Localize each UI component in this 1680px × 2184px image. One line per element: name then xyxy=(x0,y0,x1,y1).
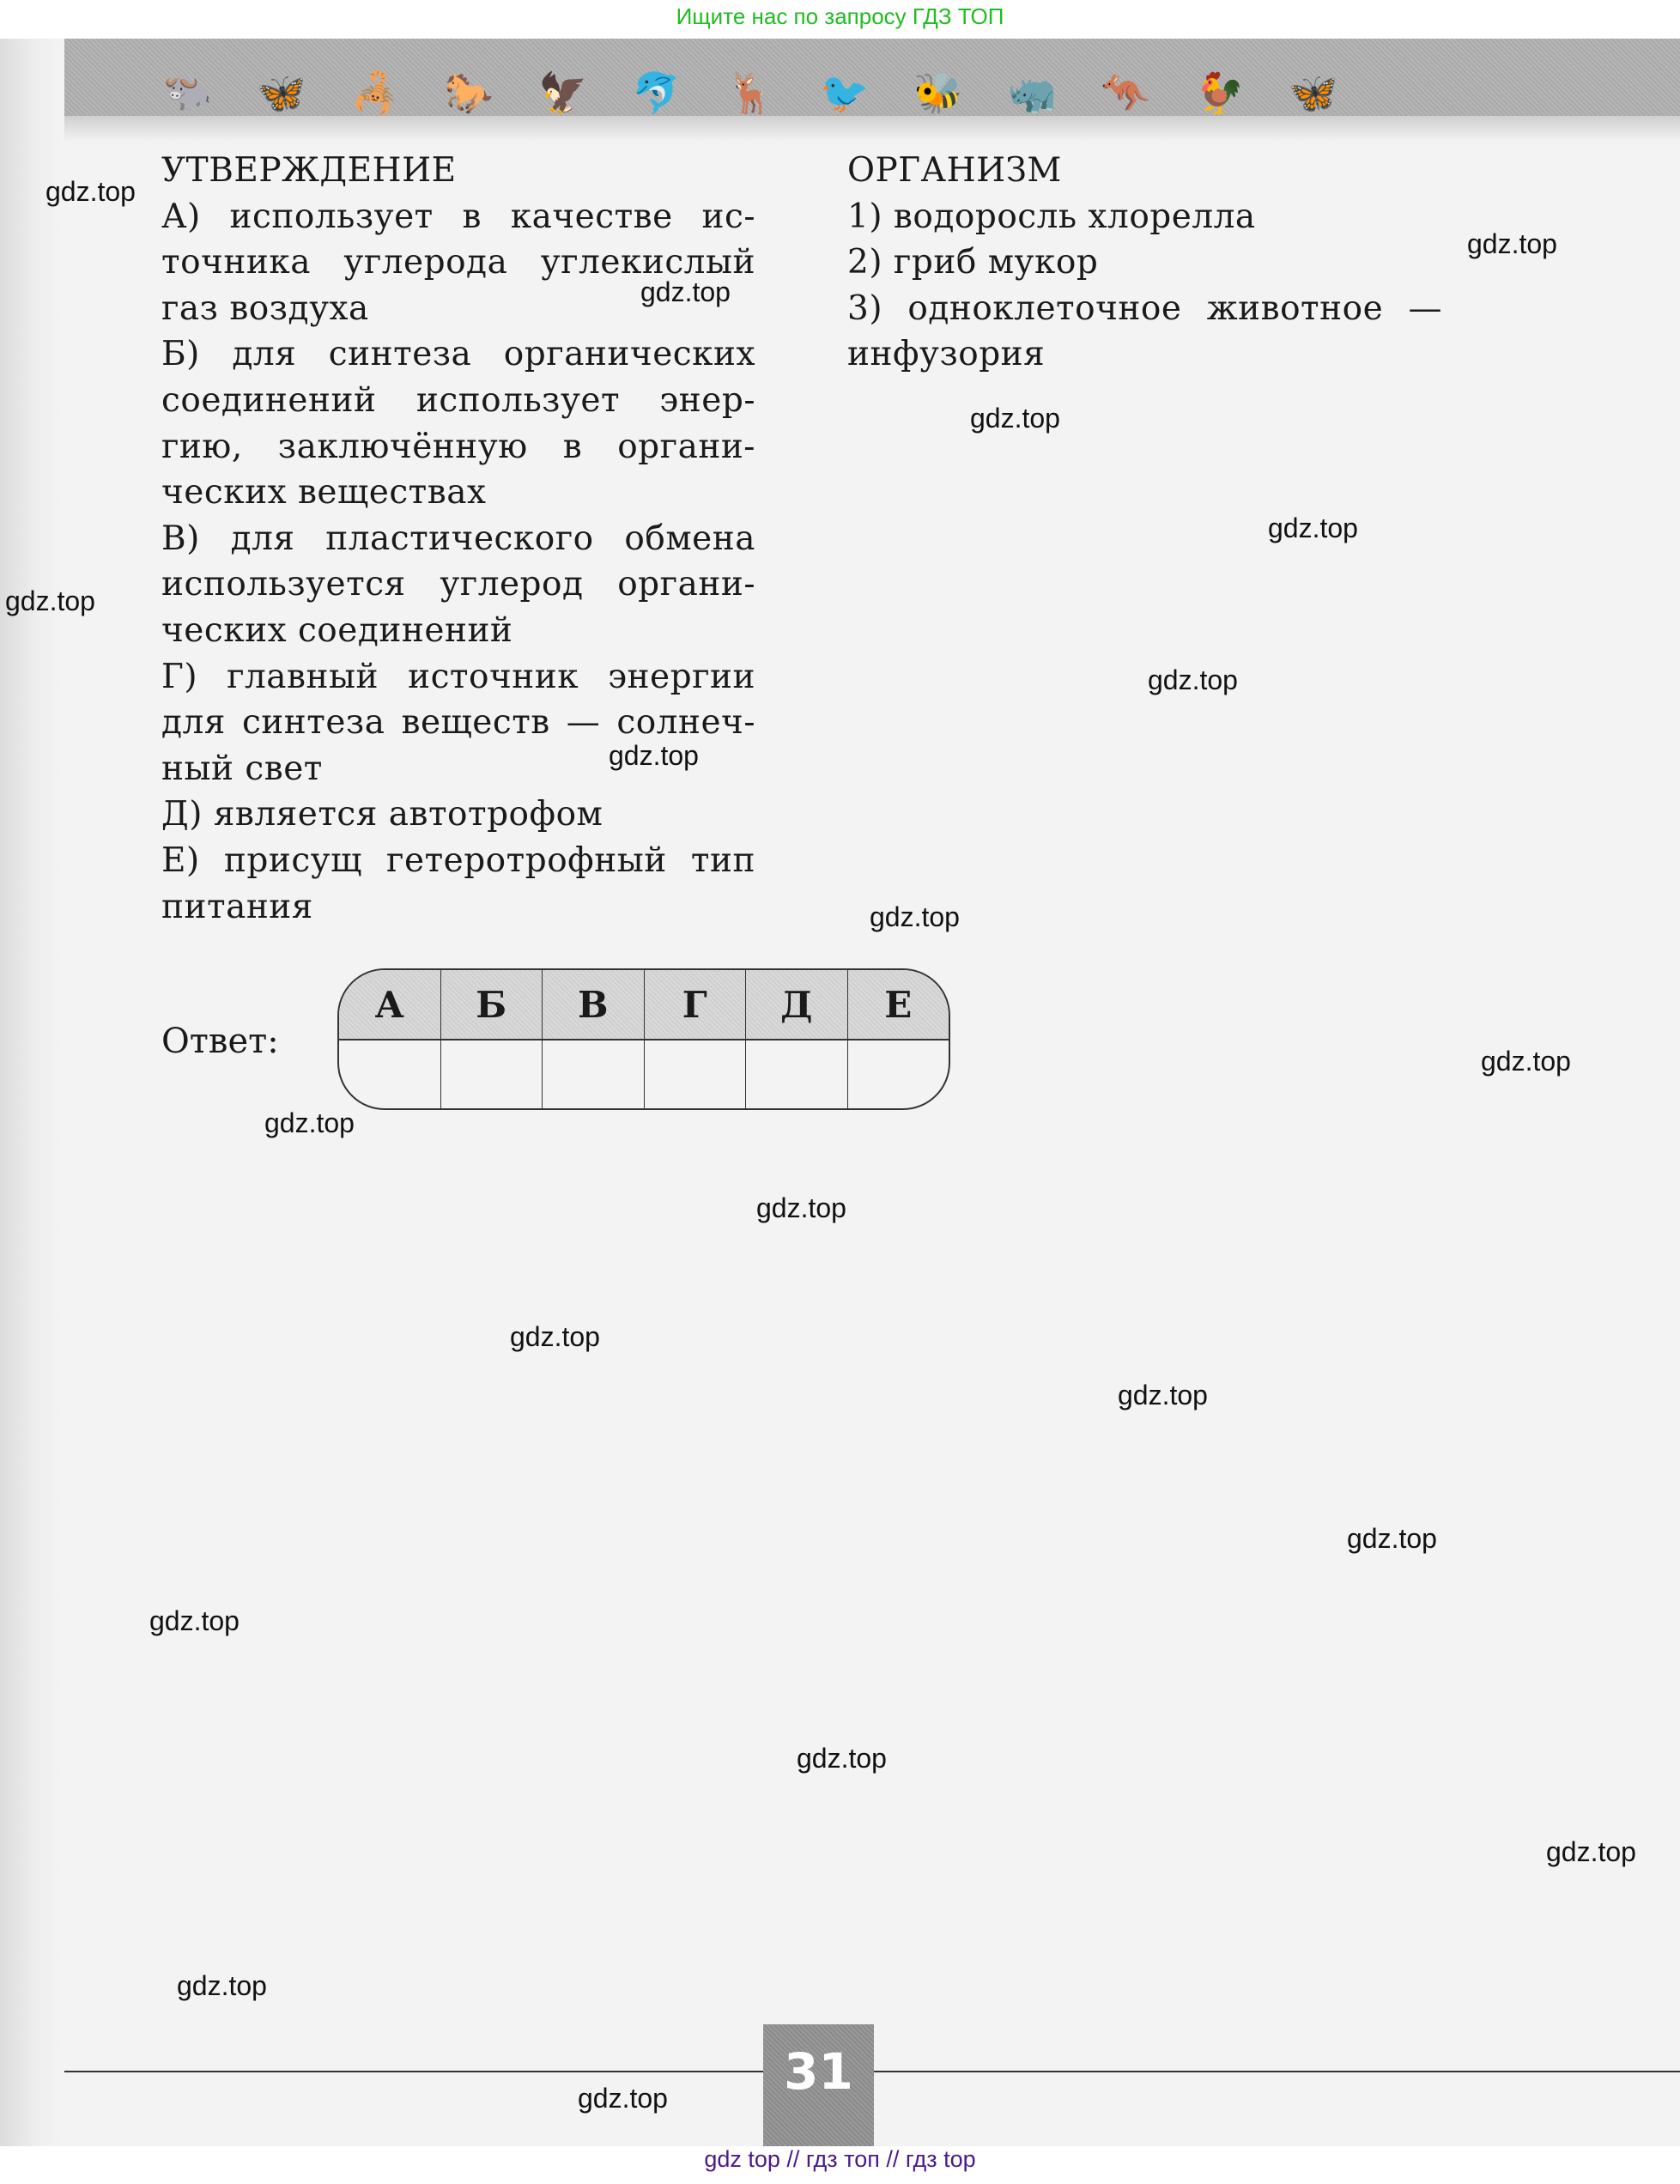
deer-icon: 🦌 xyxy=(725,70,775,116)
watermark: gdz.top xyxy=(5,585,95,616)
answer-cell-input[interactable] xyxy=(745,1040,847,1109)
ostrich-icon: 🐓 xyxy=(1195,70,1245,116)
watermark: gdz.top xyxy=(264,1107,355,1138)
answer-label: Ответ: xyxy=(161,1022,279,1061)
watermark: gdz.top xyxy=(578,2083,668,2114)
watermark: gdz.top xyxy=(1118,1380,1208,1410)
text-line: 2) гриб мукор xyxy=(847,243,1099,282)
bison-icon: 🐃 xyxy=(163,70,213,116)
statements-column xyxy=(161,148,755,930)
text-line: ческих веществах xyxy=(161,473,487,513)
text-line: Д) является автотрофом xyxy=(161,795,603,834)
text-line: соединений использует энер- xyxy=(161,380,755,420)
text-line: газ воздуха xyxy=(161,288,369,328)
watermark: gdz.top xyxy=(1268,513,1358,543)
watermark: gdz.top xyxy=(510,1321,600,1352)
text-line: 1) водоросль хлорелла xyxy=(847,197,1256,236)
rhino-icon: 🦏 xyxy=(1007,70,1057,116)
text-line: Г) главный источник энергии xyxy=(161,657,755,696)
text-line: для синтеза веществ — солнеч- xyxy=(161,703,755,743)
text-line: инфузория xyxy=(847,335,1046,374)
watermark: gdz.top xyxy=(1481,1046,1571,1077)
watermark: gdz.top xyxy=(756,1192,846,1223)
animal-silhouettes xyxy=(163,70,1338,116)
answer-cell-input[interactable] xyxy=(339,1040,440,1109)
answer-cell-input[interactable] xyxy=(644,1040,746,1109)
horse-icon: 🐎 xyxy=(444,70,494,116)
scorpion-icon: 🦂 xyxy=(350,70,400,116)
text-line: А) использует в качестве ис- xyxy=(161,197,755,236)
answer-column-header: А xyxy=(374,983,404,1026)
watermark: gdz.top xyxy=(970,403,1060,434)
watermark: gdz.top xyxy=(1347,1523,1437,1554)
answer-column-header: Е xyxy=(847,970,949,1039)
organisms-column xyxy=(847,148,1442,378)
page-binding-edge xyxy=(0,39,64,2146)
watermark: gdz.top xyxy=(870,901,960,932)
text-line: гию, заключённую в органи- xyxy=(161,427,755,466)
pterosaur-icon: 🦅 xyxy=(538,70,588,116)
column-heading: ОРГАНИЗМ xyxy=(847,151,1062,190)
answer-header-row xyxy=(339,970,949,1040)
answer-input-row xyxy=(339,1040,949,1109)
butterfly-icon: 🦋 xyxy=(1289,70,1338,116)
watermark: gdz.top xyxy=(1546,1836,1636,1867)
answer-cell-input[interactable] xyxy=(847,1040,949,1109)
text-line: ческих соединений xyxy=(161,610,513,650)
watermark: gdz.top xyxy=(149,1605,240,1636)
text-line: используется углерод органи- xyxy=(161,565,755,604)
text-line: ный свет xyxy=(161,749,323,788)
answer-column-header: Б xyxy=(440,970,543,1039)
text-line: В) для пластического обмена xyxy=(161,519,755,558)
watermark: gdz.top xyxy=(1467,228,1557,259)
answer-column-header: Г xyxy=(644,970,746,1039)
text-line: точника углерода углекислый xyxy=(161,243,755,282)
footer-links[interactable]: gdz top // гдз топ // гдз top xyxy=(704,2146,976,2172)
text-line: 3) одноклеточное животное — xyxy=(847,288,1442,328)
text-line: питания xyxy=(161,887,313,926)
text-line: Б) для синтеза органических xyxy=(161,335,755,374)
page-number: 31 xyxy=(763,2024,874,2146)
butterfly-icon: 🦋 xyxy=(257,70,306,116)
watermark: gdz.top xyxy=(640,276,731,307)
text-line: Е) присущ гетеротрофный тип xyxy=(161,840,755,880)
answer-cell-input[interactable] xyxy=(542,1040,644,1109)
watermark: gdz.top xyxy=(1148,664,1238,695)
watermark: gdz.top xyxy=(797,1743,887,1774)
watermark: gdz.top xyxy=(45,176,136,207)
watermark: gdz.top xyxy=(609,740,699,771)
header-band-fade xyxy=(64,116,1680,142)
watermark: gdz.top xyxy=(177,1970,267,2001)
answer-column-header: В xyxy=(542,970,644,1039)
insect-icon: 🐝 xyxy=(913,70,963,116)
top-search-banner: Ищите нас по запросу ГДЗ ТОП xyxy=(676,3,1004,29)
answer-cell-input[interactable] xyxy=(440,1040,543,1109)
answer-table xyxy=(337,968,950,1110)
column-heading: УТВЕРЖДЕНИЕ xyxy=(161,151,457,190)
answer-column-header: Д xyxy=(745,970,847,1039)
dolphin-icon: 🐬 xyxy=(632,70,682,116)
bird-icon: 🐦 xyxy=(819,70,870,116)
kangaroo-icon: 🦘 xyxy=(1101,70,1151,116)
